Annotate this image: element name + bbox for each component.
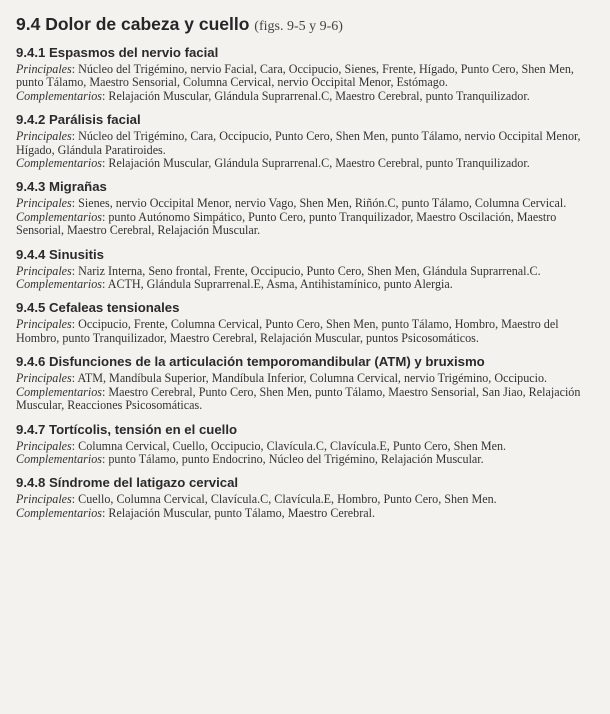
- principales-line: [16, 130, 590, 157]
- section-9-4-2: [16, 112, 590, 170]
- complementarios-label: Complementarios: [16, 505, 102, 520]
- complementarios-label: Complementarios: [16, 451, 102, 466]
- section-9-4-8: [16, 475, 590, 520]
- complementarios-line: [16, 211, 590, 238]
- principales-label: Principales: [16, 129, 72, 144]
- complementarios-label: Complementarios: [16, 88, 102, 103]
- principales-text: : Occipucio, Frente, Columna Cervical, Punto Cero, Shen Men, punto Tálamo, Hombro, Maestro del Hombro, punto Tranquilizador, Maestro Cerebral, Relajación Muscular, puntos Psicosomáticos.: [16, 317, 559, 345]
- chapter-heading-title: 9.4 Dolor de cabeza y cuello: [16, 14, 250, 34]
- complementarios-text: : punto Tálamo, punto Endocrino, Núcleo del Trigémino, Relajación Muscular.: [102, 451, 484, 466]
- section-9-4-6: [16, 354, 590, 412]
- principales-text: : Nariz Interna, Seno frontal, Frente, Occipucio, Punto Cero, Shen Men, Glándula Suprarrenal.C.: [71, 263, 541, 278]
- principales-line: [16, 318, 590, 345]
- complementarios-line: [16, 157, 590, 170]
- complementarios-label: Complementarios: [16, 156, 102, 171]
- principales-text: : ATM, Mandíbula Superior, Mandíbula Inferior, Columna Cervical, nervio Trigémino, Occipucio.: [71, 371, 548, 386]
- complementarios-text: : Relajación Muscular, Glándula Suprarrenal.C, Maestro Cerebral, punto Tranquilizador.: [102, 156, 530, 171]
- section-title: 9.4.2 Parálisis facial: [16, 112, 141, 128]
- principales-line: [16, 440, 590, 453]
- principales-label: Principales: [16, 492, 72, 507]
- principales-label: Principales: [16, 196, 72, 211]
- section-title: 9.4.6 Disfunciones de la articulación temporomandibular (ATM) y bruxismo: [16, 354, 485, 370]
- complementarios-line: [16, 278, 590, 291]
- principales-line: [16, 63, 590, 90]
- principales-line: [16, 197, 590, 210]
- section-title: 9.4.4 Sinusitis: [16, 246, 104, 262]
- principales-label: Principales: [16, 62, 72, 76]
- chapter-heading: [16, 14, 590, 35]
- section-9-4-3: [16, 179, 590, 237]
- principales-text: : Cuello, Columna Cervical, Clavícula.C, Clavícula.E, Hombro, Punto Cero, Shen Men.: [71, 492, 497, 507]
- complementarios-label: Complementarios: [16, 209, 102, 224]
- principales-label: Principales: [16, 438, 72, 453]
- complementarios-text: : punto Autónomo Simpático, Punto Cero, punto Tranquilizador, Maestro Oscilación, Maestro Sensorial, Maestro Cerebral, Relajación Muscular.: [16, 209, 557, 238]
- section-9-4-1: [16, 45, 590, 103]
- principales-line: [16, 493, 590, 506]
- principales-label: Principales: [16, 317, 72, 332]
- principales-text: : Núcleo del Trigémino, Cara, Occipucio, Punto Cero, Shen Men, punto Tálamo, nervio Occipital Menor, Hígado, Glándula Paratiroides.: [16, 129, 581, 157]
- section-title: 9.4.1 Espasmos del nervio facial: [16, 45, 219, 60]
- complementarios-label: Complementarios: [16, 384, 102, 399]
- section-title: 9.4.8 Síndrome del latigazo cervical: [16, 475, 239, 491]
- complementarios-line: [16, 453, 590, 466]
- principales-label: Principales: [16, 371, 72, 386]
- complementarios-line: [16, 90, 590, 103]
- complementarios-label: Complementarios: [16, 277, 102, 292]
- complementarios-text: : ACTH, Glándula Suprarrenal.E, Asma, Antihistamínico, punto Alergia.: [102, 277, 453, 292]
- complementarios-line: [16, 507, 590, 520]
- complementarios-text: : Relajación Muscular, punto Tálamo, Maestro Cerebral.: [102, 505, 376, 520]
- section-title: 9.4.7 Tortícolis, tensión en el cuello: [16, 421, 238, 437]
- principales-label: Principales: [16, 263, 72, 278]
- principales-line: [16, 265, 590, 278]
- principales-text: : Columna Cervical, Cuello, Occipucio, Clavícula.C, Clavícula.E, Punto Cero, Shen Men.: [71, 438, 507, 453]
- section-title: 9.4.3 Migrañas: [16, 179, 107, 195]
- section-9-4-4: [16, 247, 590, 292]
- complementarios-text: : Relajación Muscular, Glándula Suprarrenal.C, Maestro Cerebral, punto Tranquilizador.: [102, 88, 530, 103]
- section-9-4-5: [16, 300, 590, 345]
- principales-line: [16, 372, 590, 385]
- principales-text: : Sienes, nervio Occipital Menor, nervio Vago, Shen Men, Riñón.C, punto Tálamo, Columna Cervical.: [71, 196, 567, 211]
- section-9-4-7: [16, 422, 590, 467]
- section-title: 9.4.5 Cefaleas tensionales: [16, 300, 180, 316]
- complementarios-text: : Maestro Cerebral, Punto Cero, Shen Men, punto Tálamo, Maestro Sensorial, San Jiao, Relajación Muscular, Reacciones Psicosomáticas.: [16, 384, 581, 413]
- principales-text: : Núcleo del Trigémino, nervio Facial, Cara, Occipucio, Sienes, Frente, Hígado, Punto Cero, Shen Men, punto Tálamo, Maestro Sensorial, Columna Cervical, nervio Occipital Menor, Estómago.: [16, 62, 574, 90]
- complementarios-line: [16, 386, 590, 413]
- figure-reference: (figs. 9-5 y 9-6): [254, 19, 343, 34]
